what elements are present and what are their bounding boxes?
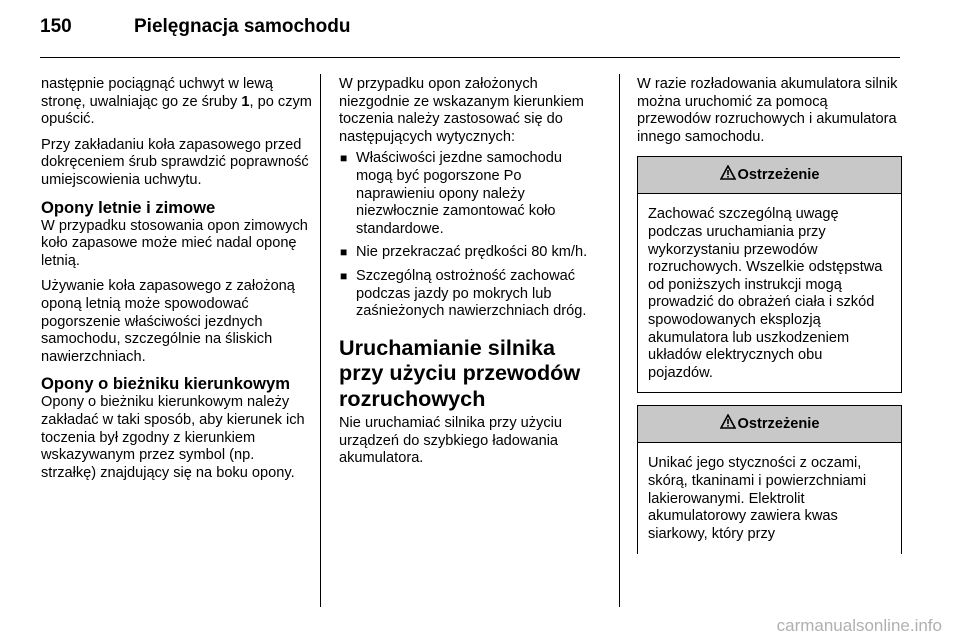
column-3	[637, 76, 902, 554]
warning-text: Zachować szczególną uwagę podczas uruchamiania przy wykorzystaniu przewodów rozruchowych. Wszelkie odstępstwa od poniższych instrukcji mogą prowadzić do obrażeń ciała i szkód spowodowanych eksplozją akumulatora lub uszkodzeniem układów elektrycznych obu pojazdów.	[648, 206, 883, 381]
bullet-square-icon: ■	[340, 268, 348, 283]
heading-directional-tyres: Opony o bieżniku kierunkowym	[41, 374, 290, 394]
warning-header	[638, 406, 901, 443]
heading-jump-start: Uruchamianie silnika przy użyciu przewodów rozruchowych	[339, 334, 581, 411]
heading-summer-winter-tyres: Opony letnie i zimowe	[41, 197, 216, 217]
page-title: Pielęgnacja samochodu	[134, 16, 351, 37]
paragraph-no-fast-charger: Nie uruchamiać silnika przy użyciu urządzeń do szybkiego ładowania akumulatora.	[339, 415, 563, 467]
column-divider-1	[320, 74, 321, 607]
paragraph-winter-tyres: W przypadku stosowania opon zimowych koło zapasowe może mieć nadal oponę letnią.	[41, 217, 308, 269]
list-item: ■ Nie przekraczać prędkości 80 km/h.	[340, 244, 588, 261]
bullet-square-icon: ■	[340, 245, 348, 260]
paragraph-directional-tyres: Opony o bieżniku kierunkowym należy zakładać w taki sposób, aby kierunek ich toczenia był zgodny z kierunkiem wskazywanym przez symbol (np. strzałkę) znajdujący się na boku opony.	[41, 394, 305, 481]
warning-box-1	[637, 156, 902, 393]
warning-triangle-icon	[720, 165, 736, 186]
watermark: carmanualsonline.info	[776, 616, 942, 635]
bullet-square-icon: ■	[340, 151, 348, 166]
header-divider	[40, 57, 900, 58]
paragraph-summer-tyre-usage: Używanie koła zapasowego z założoną oponą letnią może spowodować pogorszenie właściwości jezdnych samochodu, szczególnie na śliskich nawierzchniach.	[41, 278, 295, 365]
guideline-list	[339, 150, 599, 320]
warning-triangle-icon	[720, 414, 736, 435]
callout-number: 1	[241, 93, 250, 110]
paragraph-spare-wheel-check: Przy zakładaniu koła zapasowego przed dokręceniem śrub sprawdzić poprawność umiejscowienia uchwytu.	[41, 136, 309, 188]
warning-header	[638, 157, 901, 194]
warning-title: Ostrzeżenie	[737, 166, 820, 183]
paragraph-bracket-release: następnie pociągnąć uchwyt w lewą stronę, uwalniając go ze śruby 1, po czym opuścić.	[41, 76, 312, 128]
column-1	[41, 76, 313, 490]
warning-box-2	[637, 405, 902, 554]
page-number: 150	[40, 16, 72, 37]
page-header	[40, 14, 920, 54]
column-2	[339, 76, 599, 476]
warning-title: Ostrzeżenie	[737, 415, 820, 432]
column-divider-2	[619, 74, 620, 607]
paragraph-wrong-direction: W przypadku opon założonych niezgodnie ze wskazanym kierunkiem toczenia należy zastosować się do następujących wytycznych:	[339, 76, 584, 145]
list-item: ■ Właściwości jezdne samochodu mogą być pogorszone Po naprawieniu opony należy niezwłocznie zamontować koło standardowe.	[340, 150, 563, 237]
paragraph-jump-start-intro: W razie rozładowania akumulatora silnik można uruchomić za pomocą przewodów rozruchowych i akumulatora innego samochodu.	[637, 76, 898, 145]
list-item: ■ Szczególną ostrożność zachować podczas jazdy po mokrych lub zaśnieżonych nawierzchniach dróg.	[340, 267, 587, 320]
warning-text: Unikać jego styczności z oczami, skórą, tkaninami i powierzchniami lakierowanymi. Elektrolit akumulatorowy zawiera kwas siarkowy, który przy	[648, 455, 867, 542]
